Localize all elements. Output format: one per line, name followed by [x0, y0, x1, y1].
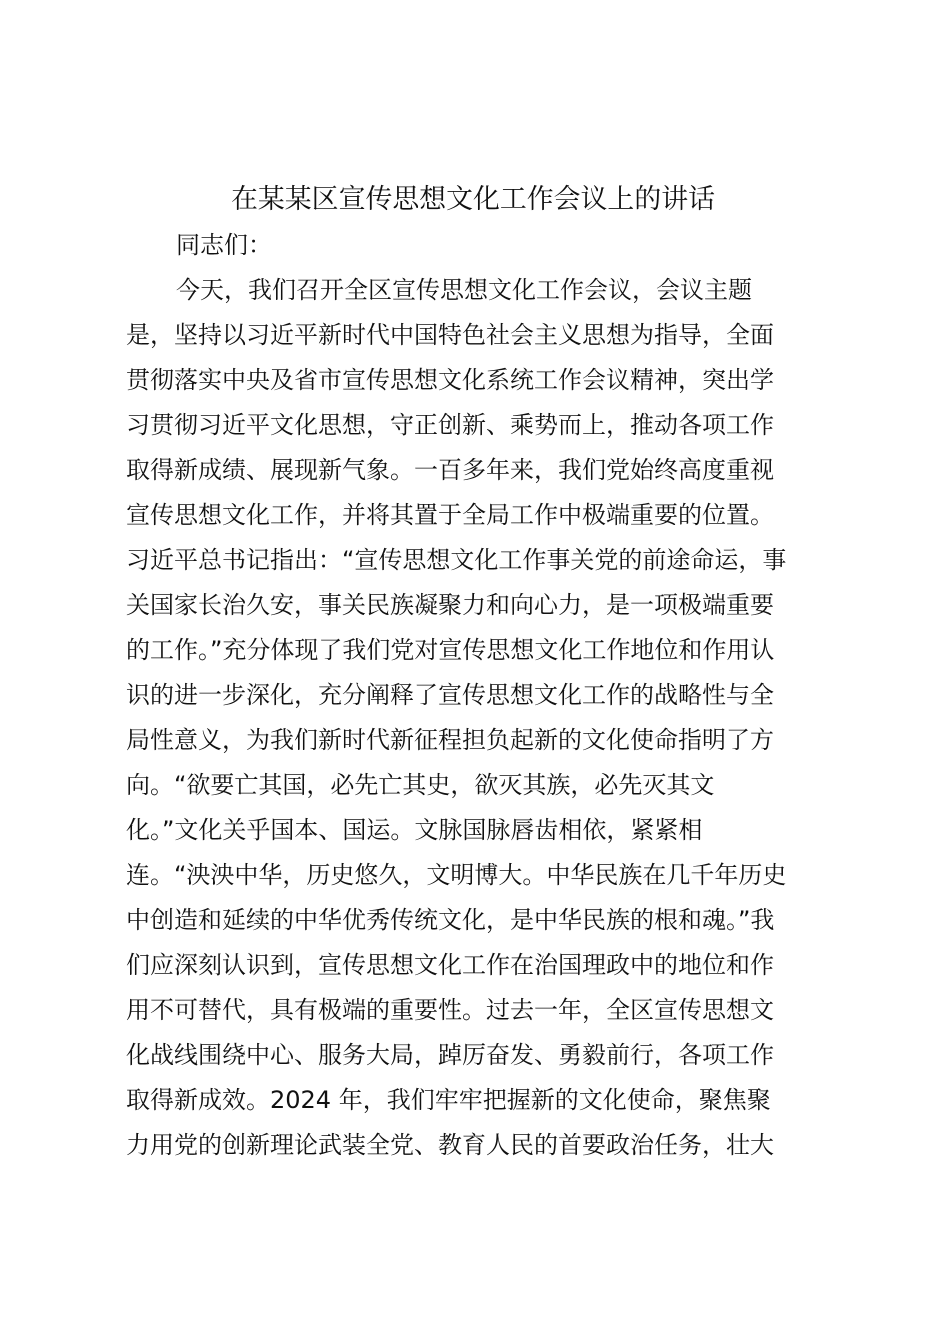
body-line: 化战线围绕中心、服务大局，踔厉奋发、勇毅前行，各项工作: [126, 1041, 774, 1069]
body-line: 今天，我们召开全区宣传思想文化工作会议，会议主题: [176, 276, 752, 304]
body-line: 关国家长治久安，事关民族凝聚力和向心力，是一项极端重要: [126, 591, 774, 619]
body-line: 识的进一步深化，充分阐释了宣传思想文化工作的战略性与全: [126, 681, 774, 709]
body-line: 习贯彻习近平文化思想，守正创新、乘势而上，推动各项工作: [126, 411, 774, 439]
body-line: 取得新成绩、展现新气象。一百多年来，我们党始终高度重视: [126, 456, 774, 484]
body-line: 向。“欲要亡其国，必先亡其史，欲灭其族，必先灭其文: [126, 771, 715, 799]
body-line: 取得新成效。2024 年，我们牢牢把握新的文化使命，聚焦聚: [126, 1086, 771, 1114]
body-line: 是，坚持以习近平新时代中国特色社会主义思想为指导，全面: [126, 321, 774, 349]
body-line: 的工作。”充分体现了我们党对宣传思想文化工作地位和作用认: [126, 636, 775, 664]
body-line: 宣传思想文化工作，并将其置于全局工作中极端重要的位置。: [126, 501, 774, 529]
salutation: 同志们：: [176, 231, 272, 259]
body-line: 们应深刻认识到，宣传思想文化工作在治国理政中的地位和作: [126, 951, 774, 979]
body-line: 贯彻落实中央及省市宣传思想文化系统工作会议精神，突出学: [126, 366, 774, 394]
body-line: 用不可替代，具有极端的重要性。过去一年，全区宣传思想文: [126, 996, 774, 1024]
document-title: 在某某区宣传思想文化工作会议上的讲话: [231, 184, 715, 215]
body-line: 中创造和延续的中华优秀传统文化，是中华民族的根和魂。”我: [126, 906, 775, 934]
body-line: 化。”文化关乎国本、国运。文脉国脉唇齿相依，紧紧相: [126, 816, 703, 844]
body-line: 习近平总书记指出：“宣传思想文化工作事关党的前途命运，事: [126, 546, 787, 574]
body-line: 连。“泱泱中华，历史悠久，文明博大。中华民族在几千年历史: [126, 861, 787, 889]
body-line: 局性意义，为我们新时代新征程担负起新的文化使命指明了方: [126, 726, 774, 754]
body-line: 力用党的创新理论武装全党、教育人民的首要政治任务，壮大: [126, 1131, 774, 1159]
